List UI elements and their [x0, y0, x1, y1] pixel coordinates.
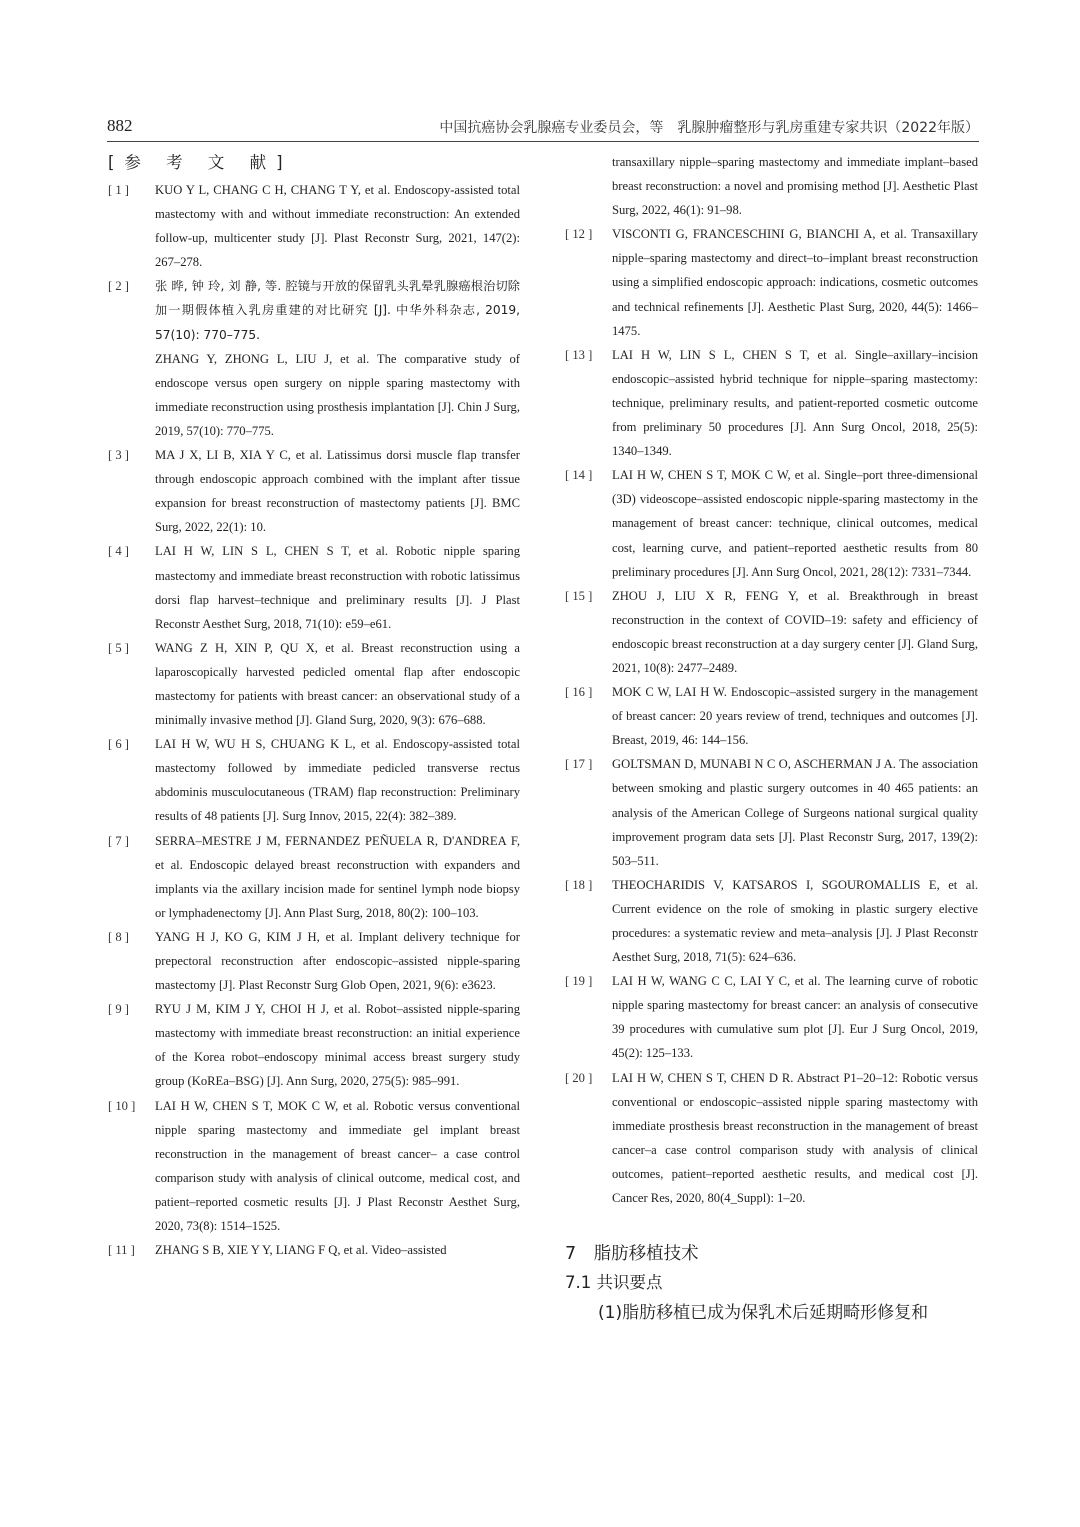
reference-number: [ 10 ]	[108, 1098, 136, 1113]
reference-item	[108, 178, 520, 274]
reference-number: [ 1 ]	[108, 183, 129, 197]
reference-item	[108, 347, 520, 443]
reference-11-continuation: transaxillary nipple–sparing mastectomy and immediate implant–based breast reconstruction: a novel and promising method [J]. Aesthetic Plast Surg, 2022, 46(1): 91–98.	[612, 155, 978, 218]
reference-text: YANG H J, KO G, KIM J H, et al. Implant delivery technique for prepectoral reconstruction after endoscopic–assisted nipple-sparing mastectomy [J]. Plast Reconstr Surg Glob Open, 2021, 9(6): e3623.	[155, 929, 520, 993]
reference-text: GOLTSMAN D, MUNABI N C O, ASCHERMAN J A. The association between smoking and plastic surgery outcomes in 40 465 patients: an analysis of the American College of Surgeons national surgical quality improvement program data sets [J]. Plast Reconstr Surg, 2017, 139(2): 503–511.	[612, 757, 978, 868]
reference-text: VISCONTI G, FRANCESCHINI G, BIANCHI A, et al. Transaxillary nipple–sparing mastectomy and direct–to–implant breast reconstruction using a simplified endoscopic approach: indications, cosmetic outcomes and technical refinements [J]. Aesthetic Plast Surg, 2020, 44(5): 1466–1475.	[612, 227, 978, 338]
references-list-left	[108, 178, 520, 1262]
reference-number: [ 6 ]	[108, 737, 129, 752]
reference-number: [ 4 ]	[108, 544, 129, 559]
reference-item	[108, 1238, 520, 1262]
page-number: 882	[107, 116, 133, 135]
reference-number: [ 18 ]	[565, 877, 593, 892]
reference-item	[108, 829, 520, 925]
reference-item	[108, 274, 520, 346]
reference-item	[565, 222, 978, 342]
reference-text: SERRA–MESTRE J M, FERNANDEZ PEÑUELA R, D'ANDREA F, et al. Endoscopic delayed breast reconstruction with expanders and implants via the axillary incision made for sentinel lymph node biopsy or lymphadenectomy [J]. Ann Plast Surg, 2018, 80(2): 100–103.	[155, 833, 520, 920]
running-title: 中国抗癌协会乳腺癌专业委员会，等 乳腺肿瘤整形与乳房重建专家共识（2022年版）	[439, 120, 979, 136]
reference-item	[565, 680, 978, 752]
reference-number: [ 20 ]	[565, 1070, 593, 1085]
reference-number: [ 13 ]	[565, 347, 593, 362]
reference-number: [ 9 ]	[108, 1002, 129, 1017]
reference-text: KUO Y L, CHANG C H, CHANG T Y, et al. Endoscopy-assisted total mastectomy with and without immediate reconstruction: An extended follow-up, multicenter study [J]. Plast Reconstr Surg, 2021, 147(2): 267–278.	[155, 183, 520, 270]
reference-text: WANG Z H, XIN P, QU X, et al. Breast reconstruction using a laparoscopically harvested pedicled omental flap after endoscopic mastectomy for patients with breast cancer: an observational study of a minimally invasive method [J]. Gland Surg, 2020, 9(3): 676–688.	[155, 640, 520, 728]
reference-text: ZHANG S B, XIE Y Y, LIANG F Q, et al. Video–assisted	[155, 1243, 447, 1258]
reference-item	[565, 463, 978, 583]
reference-item	[108, 539, 520, 635]
reference-number: [ 5 ]	[108, 640, 129, 655]
reference-item	[565, 969, 978, 1065]
reference-text: LAI H W, WU H S, CHUANG K L, et al. Endoscopy-assisted total mastectomy followed by immediate pedicled transverse rectus abdominis musculocutaneous (TRAM) flap reconstruction: Preliminary results of 48 patients [J]. Surg Innov, 2015, 22(4): 382–389.	[155, 737, 520, 824]
reference-number: [ 8 ]	[108, 929, 129, 944]
reference-item	[108, 997, 520, 1093]
reference-number: [ 19 ]	[565, 974, 593, 989]
reference-text: 张 晔, 钟 玲, 刘 静, 等. 腔镜与开放的保留乳头乳晕乳腺癌根治切除加一期假体植入乳房重建的对比研究 [J]. 中华外科杂志, 2019, 57(10): 770–775.	[155, 279, 520, 342]
reference-text: MA J X, LI B, XIA Y C, et al. Latissimus dorsi muscle flap transfer through endoscopic approach combined with the implant after tissue expansion for breast reconstruction of mastectomy patients [J]. BMC Surg, 2022, 22(1): 10.	[155, 448, 520, 535]
body-paragraph: (1)脂肪移植已成为保乳术后延期畸形修复和	[598, 1303, 929, 1324]
reference-text: ZHOU J, LIU X R, FENG Y, et al. Breakthrough in breast reconstruction in the context of COVID–19: safety and efficiency of endoscopic breast reconstruction at a day surgery center [J]. Gland Surg, 2021, 10(8): 2477–2489.	[612, 588, 978, 675]
reference-item	[108, 636, 520, 732]
reference-item	[108, 443, 520, 539]
reference-text: LAI H W, WANG C C, LAI Y C, et al. The learning curve of robotic nipple sparing mastectomy for breast cancer: an analysis of consecutive 39 procedures with cumulative sum plot [J]. Eur J Surg Oncol, 2019, 45(2): 125–133.	[612, 974, 978, 1061]
references-heading: [参 考 文 献]	[108, 153, 293, 172]
right-column	[565, 150, 978, 1328]
left-column	[108, 150, 520, 1262]
reference-text: ZHANG Y, ZHONG L, LIU J, et al. The comparative study of endoscope versus open surgery on nipple sparing mastectomy with immediate reconstruction using prosthesis implantation [J]. Chin J Surg, 2019, 57(10): 770–775.	[155, 351, 520, 438]
reference-text: MOK C W, LAI H W. Endoscopic–assisted surgery in the management of breast cancer: 20 years review of trend, techniques and outcomes [J]. Breast, 2019, 46: 144–156.	[612, 685, 978, 748]
reference-text: LAI H W, CHEN S T, MOK C W, et al. Robotic versus conventional nipple sparing mastectomy and immediate gel implant breast reconstruction in the management of breast cancer– a case control comparison study with analysis of clinical outcome, medical cost, and patient–reported cosmetic results [J]. J Plast Reconstr Aesthet Surg, 2020, 73(8): 1514–1525.	[155, 1098, 520, 1234]
reference-item	[108, 732, 520, 828]
reference-number: [ 14 ]	[565, 468, 593, 483]
subsection-heading: 7.1 共识要点	[565, 1273, 663, 1293]
reference-number: [ 16 ]	[565, 685, 593, 700]
reference-item	[565, 343, 978, 463]
reference-number: [ 17 ]	[565, 757, 593, 772]
reference-item	[108, 925, 520, 997]
reference-item	[565, 584, 978, 680]
reference-number	[108, 347, 155, 443]
reference-text: LAI H W, LIN S L, CHEN S T, et al. Robotic nipple sparing mastectomy and immediate breast reconstruction with robotic latissimus dorsi flap harvest–technique and preliminary results [J]. J Plast Reconstr Aesthet Surg, 2018, 71(10): e59–e61.	[155, 544, 520, 631]
reference-text: LAI H W, CHEN S T, MOK C W, et al. Single–port three-dimensional (3D) videoscope–assisted endoscopic nipple-sparing mastectomy in the management of breast cancer: technique, clinical outcomes, medical cost, learning curve, and patient–reported aesthetic results from 80 preliminary procedures [J]. Ann Surg Oncol, 2021, 28(12): 7331–7344.	[612, 468, 978, 579]
reference-text: LAI H W, CHEN S T, CHEN D R. Abstract P1–20–12: Robotic versus conventional or endoscopic–assisted nipple sparing mastectomy with immediate prosthesis breast reconstruction in the management of breast cancer–a case control comparison study with analysis of clinical outcomes, patient–reported aesthetic results, and medical cost [J]. Cancer Res, 2020, 80(4_Suppl): 1–20.	[612, 1070, 978, 1206]
header-rule	[107, 141, 979, 142]
reference-number: [ 2 ]	[108, 279, 129, 294]
reference-number: [ 7 ]	[108, 833, 129, 848]
references-list-right	[565, 222, 978, 1210]
reference-item	[565, 873, 978, 969]
reference-number: [ 15 ]	[565, 588, 593, 603]
reference-number: [ 12 ]	[565, 227, 593, 242]
reference-item	[565, 1066, 978, 1211]
reference-text: RYU J M, KIM J Y, CHOI H J, et al. Robot–assisted nipple-sparing mastectomy with immediate breast reconstruction: an initial experience of the Korea robot–endoscopy minimal access breast surgery study group (KoREa–BSG) [J]. Ann Surg, 2020, 275(5): 985–991.	[155, 1002, 520, 1089]
reference-number: [ 11 ]	[108, 1243, 135, 1258]
reference-item	[565, 752, 978, 872]
reference-number: [ 3 ]	[108, 448, 129, 463]
section-heading: 7 脂肪移植技术	[565, 1244, 699, 1265]
reference-item	[108, 1094, 520, 1239]
reference-text: THEOCHARIDIS V, KATSAROS I, SGOUROMALLIS E, et al. Current evidence on the role of smoking in plastic surgery elective procedures: a systematic review and meta–analysis [J]. J Plast Reconstr Aesthet Surg, 2018, 71(5): 624–636.	[612, 877, 978, 965]
reference-text: LAI H W, LIN S L, CHEN S T, et al. Single–axillary–incision endoscopic–assisted hybrid technique for nipple–sparing mastectomy: technique, preliminary results, and patient-reported cosmetic outcome from preliminary 50 procedures [J]. Ann Surg Oncol, 2018, 25(5): 1340–1349.	[612, 347, 978, 459]
page-header	[107, 116, 979, 138]
